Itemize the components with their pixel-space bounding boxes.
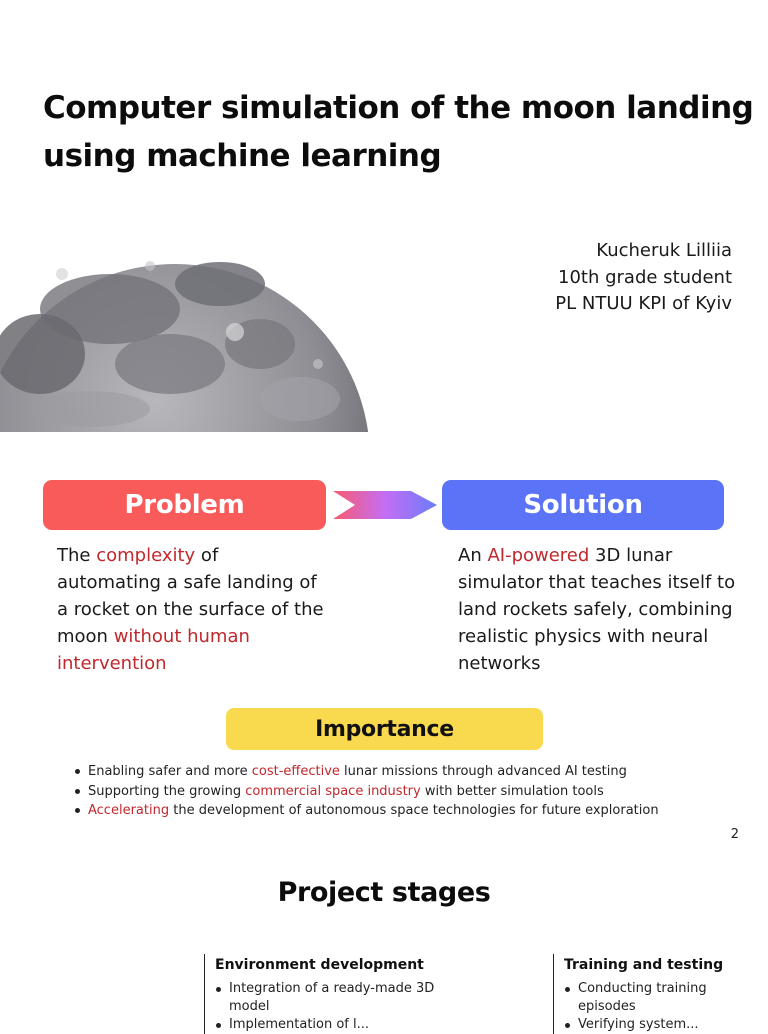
author-grade: 10th grade student — [558, 266, 732, 288]
moon-image — [0, 214, 372, 432]
project-stages-title: Project stages — [277, 877, 491, 908]
importance-item — [74, 782, 659, 802]
problem-heading: Problem — [43, 480, 326, 530]
highlighted-text: commercial space industry — [245, 783, 421, 799]
stage-item: Implementation of l... — [215, 1016, 445, 1034]
highlighted-text: Accelerating — [88, 803, 170, 818]
stage-item: Integration of a ready-made 3D model — [215, 980, 445, 1016]
importance-item — [74, 801, 659, 821]
stage-item: Conducting training episodes — [564, 980, 734, 1016]
text-run: Enabling safer and more — [88, 764, 252, 779]
highlighted-text: complexity — [96, 545, 196, 566]
page-number: 2 — [730, 827, 739, 842]
text-run: The — [57, 545, 97, 566]
stage-column-environment — [204, 954, 445, 1034]
text-run: 3D lunar simulator that teaches itself to land rockets safely, combining realistic physics with neural networks — [458, 545, 736, 674]
text-run: of automating a safe landing of a rocket on the surface of the moon — [57, 545, 324, 647]
author-info — [555, 238, 732, 318]
author-school: PL NTUU KPI of Kyiv — [555, 293, 732, 314]
importance-item — [74, 762, 659, 782]
slide-title — [43, 84, 754, 180]
importance-heading: Importance — [226, 708, 543, 750]
author-name: Kucheruk Lilliia — [596, 240, 732, 261]
stage-heading: Training and testing — [564, 957, 724, 973]
arrow-right-icon — [333, 491, 437, 519]
stage-heading: Environment development — [215, 957, 424, 973]
text-run: with better simulation tools — [420, 783, 604, 799]
slide-title-line-1: Computer simulation of the moon landing — [43, 90, 754, 126]
stage-item: Verifying system... — [564, 1016, 734, 1034]
highlighted-text: cost-effective — [251, 764, 340, 779]
highlighted-text: without human intervention — [57, 626, 250, 674]
highlighted-text: AI-powered — [487, 545, 590, 566]
solution-text — [458, 542, 738, 677]
stage-column-training — [553, 954, 734, 1034]
text-run: the development of autonomous space technologies for future exploration — [169, 803, 659, 818]
solution-heading: Solution — [442, 480, 724, 530]
stage-list — [215, 980, 445, 1034]
stage-list — [564, 980, 734, 1034]
text-run: lunar missions through advanced AI testing — [339, 764, 627, 779]
importance-list — [74, 762, 659, 821]
text-run: Supporting the growing — [88, 783, 246, 799]
slide-title-line-2: using machine learning — [43, 138, 442, 174]
problem-text — [57, 542, 327, 677]
text-run: An — [458, 545, 488, 566]
